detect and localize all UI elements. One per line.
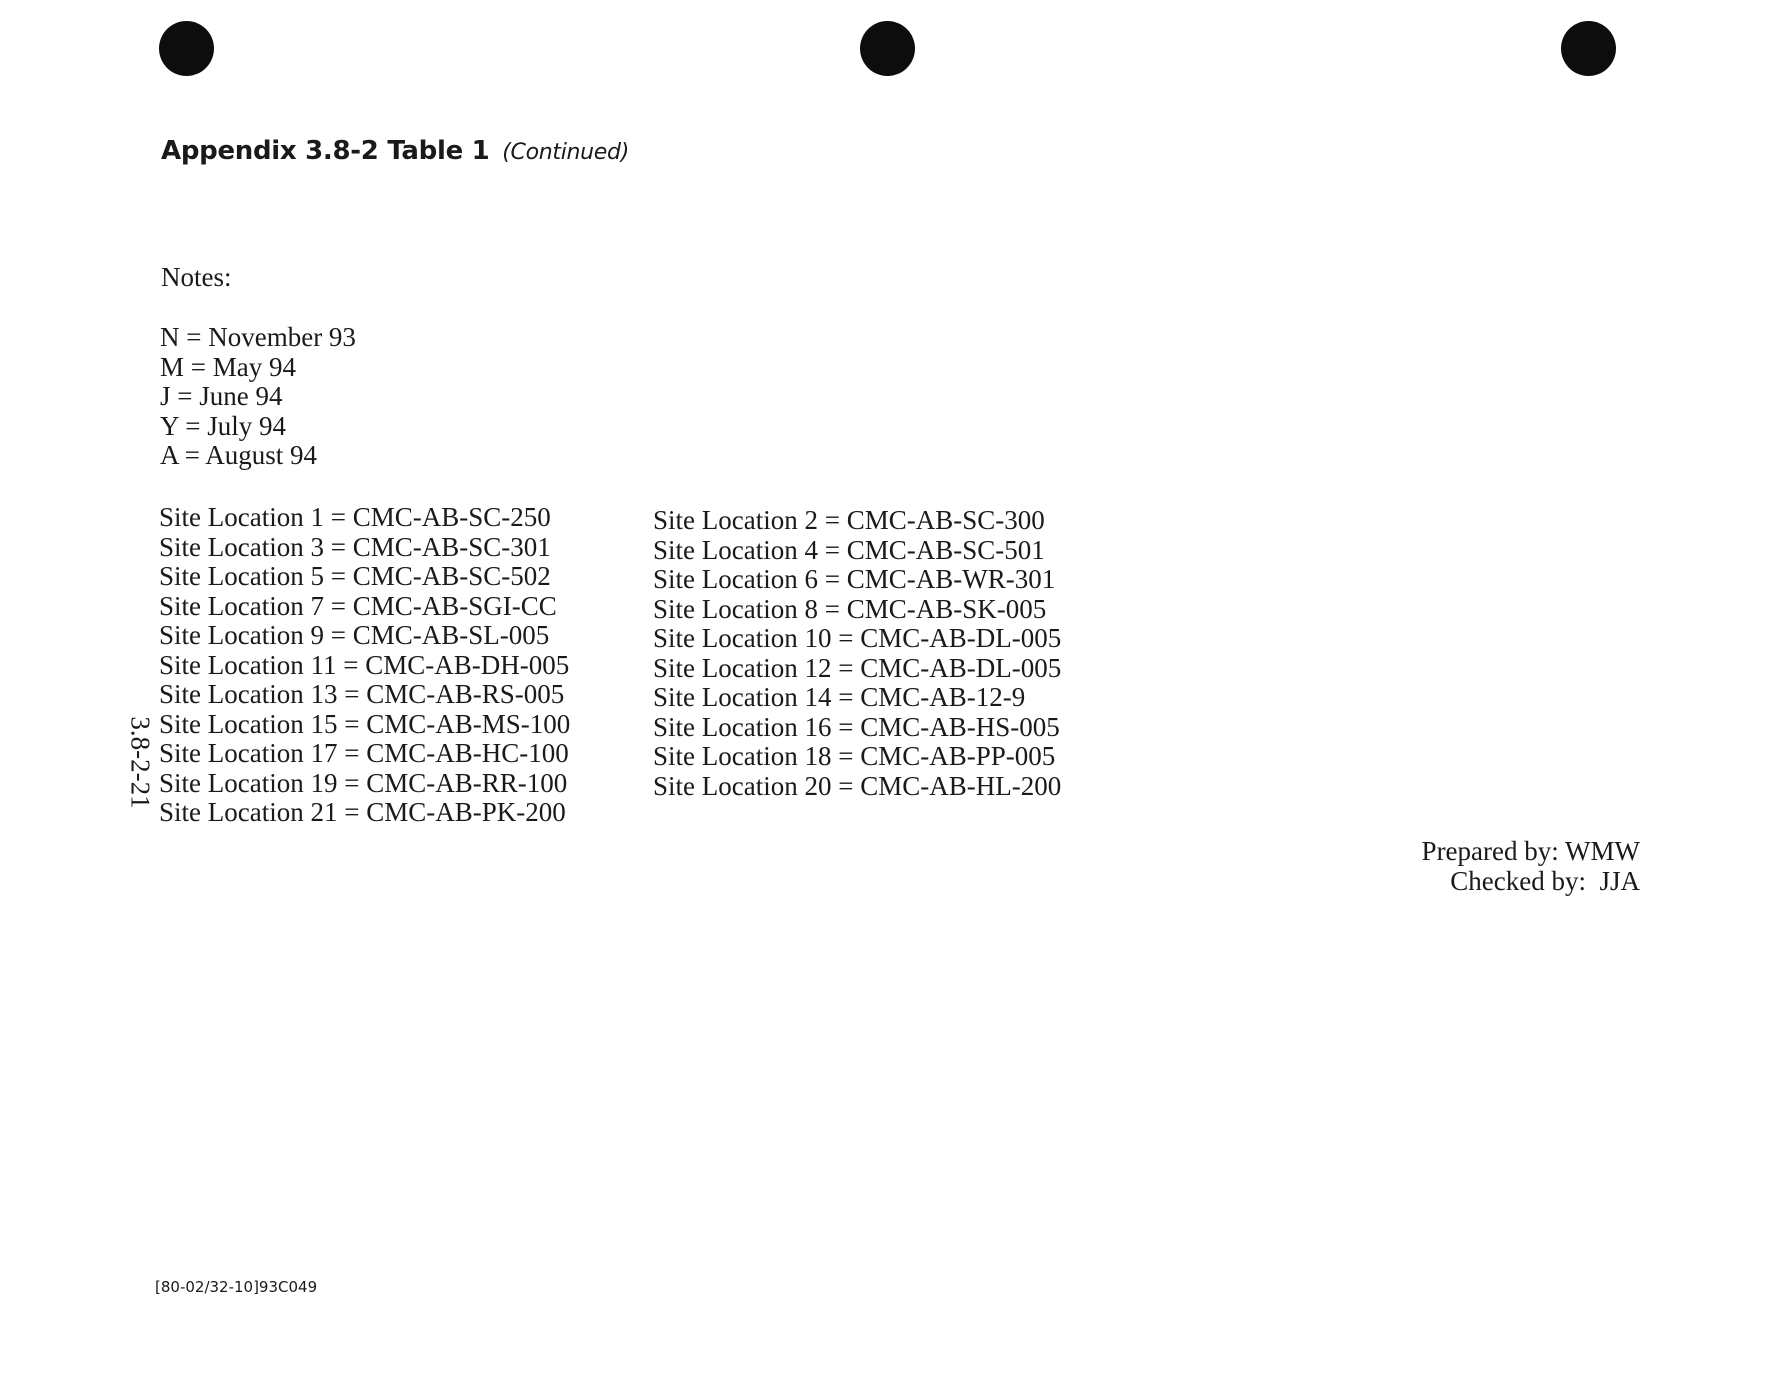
punch-hole-left	[159, 21, 214, 76]
legend-item: J = June 94	[160, 381, 283, 411]
punch-hole-center	[860, 21, 915, 76]
legend-item: A = August 94	[160, 440, 318, 470]
heading-continued: (Continued)	[502, 140, 629, 165]
site-location-item: Site Location 10 = CMC-AB-DL-005	[653, 623, 1062, 653]
site-location-item: Site Location 13 = CMC-AB-RS-005	[159, 679, 565, 709]
document-code: [80-02/32-10]93C049	[155, 1278, 318, 1296]
checked-by: Checked by: JJA	[1450, 865, 1640, 896]
site-location-item: Site Location 7 = CMC-AB-SGI-CC	[159, 590, 557, 621]
date-legend	[160, 323, 356, 471]
site-location-item: Site Location 4 = CMC-AB-SC-501	[653, 534, 1045, 565]
punch-hole-right	[1561, 21, 1616, 76]
site-location-item: Site Location 6 = CMC-AB-WR-301	[653, 564, 1056, 594]
site-location-item: Site Location 3 = CMC-AB-SC-301	[159, 531, 551, 562]
notes-label: Notes:	[161, 262, 232, 292]
site-location-item: Site Location 11 = CMC-AB-DH-005	[159, 649, 570, 680]
site-list-right	[653, 506, 1061, 801]
site-location-item: Site Location 19 = CMC-AB-RR-100	[159, 767, 568, 798]
site-location-item: Site Location 17 = CMC-AB-HC-100	[159, 738, 569, 768]
site-location-item: Site Location 16 = CMC-AB-HS-005	[653, 711, 1060, 742]
site-location-item: Site Location 21 = CMC-AB-PK-200	[159, 797, 566, 827]
site-location-item: Site Location 2 = CMC-AB-SC-300	[653, 505, 1045, 535]
site-location-item: Site Location 14 = CMC-AB-12-9	[653, 682, 1026, 712]
site-location-item: Site Location 18 = CMC-AB-PP-005	[653, 741, 1056, 771]
site-location-item: Site Location 5 = CMC-AB-SC-502	[159, 561, 551, 591]
legend-item: N = November 93	[160, 322, 356, 352]
site-location-item: Site Location 15 = CMC-AB-MS-100	[159, 708, 571, 739]
preparer-block	[1422, 837, 1640, 896]
site-location-item: Site Location 20 = CMC-AB-HL-200	[653, 770, 1062, 801]
heading-title: Appendix 3.8-2 Table 1	[161, 136, 490, 166]
prepared-by: Prepared by: WMW	[1421, 836, 1640, 866]
site-list-left	[159, 503, 570, 828]
site-location-item: Site Location 9 = CMC-AB-SL-005	[159, 620, 550, 650]
site-location-item: Site Location 1 = CMC-AB-SC-250	[159, 502, 551, 532]
legend-item: M = May 94	[160, 351, 296, 382]
legend-item: Y = July 94	[160, 410, 286, 441]
site-location-item: Site Location 12 = CMC-AB-DL-005	[653, 652, 1062, 683]
site-location-item: Site Location 8 = CMC-AB-SK-005	[653, 593, 1047, 624]
page-heading	[161, 136, 629, 166]
side-page-number: 3.8-2-21	[125, 716, 156, 809]
